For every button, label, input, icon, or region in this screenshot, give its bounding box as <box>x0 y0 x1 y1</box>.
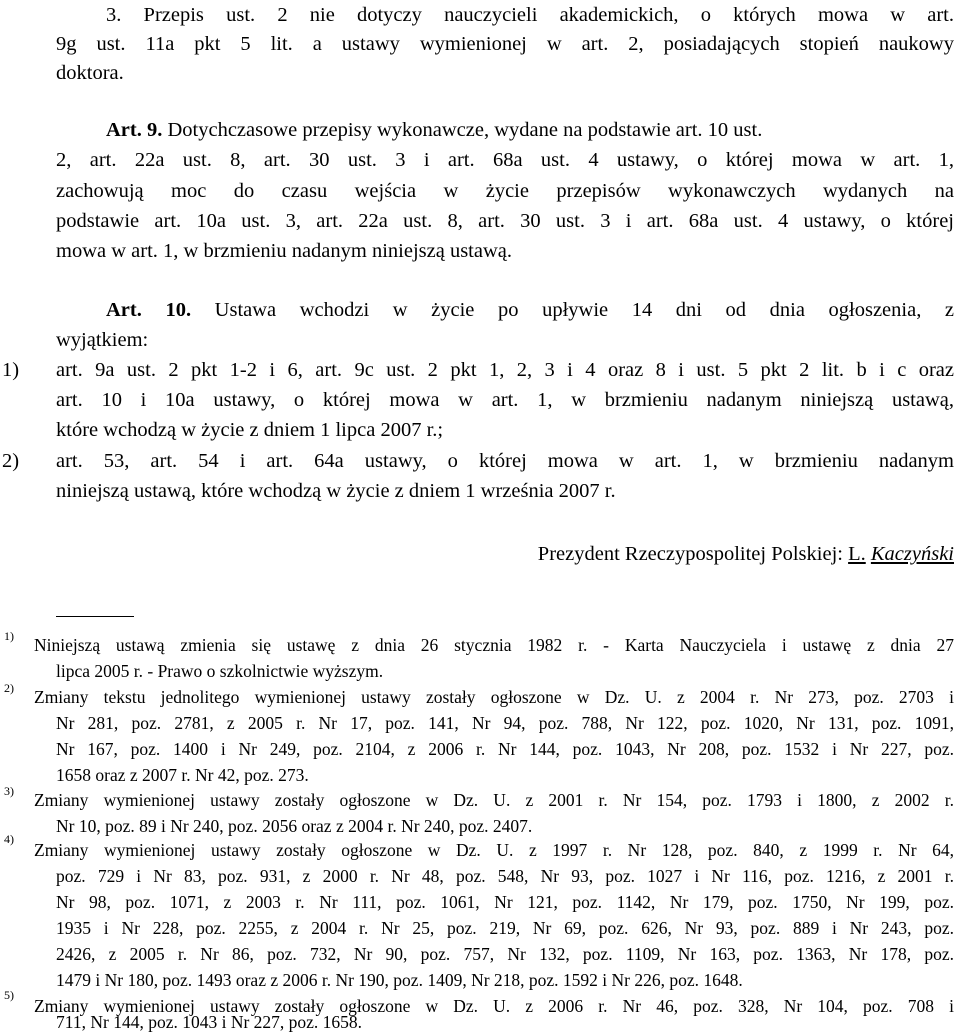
footnote-2-line-3: Nr 167, poz. 1400 i Nr 249, poz. 2104, z 2006 r. Nr 144, poz. 1043, Nr 208, poz. 1532 i Nr 227, poz. <box>56 739 954 759</box>
para3-line-3: doktora. <box>56 62 124 84</box>
footnote-5-line-2: 711, Nr 144, poz. 1043 i Nr 227, poz. 1658. <box>56 1012 363 1032</box>
art10-line-1-text: Ustawa wchodzi w życie po upływie 14 dni od dnia ogłoszenia, z <box>191 299 955 321</box>
footnote-4-line-6: 1479 i Nr 180, poz. 1493 oraz z 2006 r. Nr 190, poz. 1409, Nr 218, poz. 1592 i Nr 226, poz. 1648. <box>56 970 743 990</box>
signature-initial: L. <box>848 543 866 565</box>
footnote-3-line-2: Nr 10, poz. 89 i Nr 240, poz. 2056 oraz z 2004 r. Nr 240, poz. 2407. <box>56 816 533 836</box>
footnote-1-line-2: lipca 2005 r. - Prawo o szkolnictwie wyższym. <box>56 661 384 681</box>
art10-item-2-line-1: art. 53, art. 54 i art. 64a ustawy, o której mowa w art. 1, w brzmieniu nadanym <box>56 450 954 472</box>
art10-label: Art. 10. <box>106 299 192 321</box>
art9-line-3: zachowują moc do czasu wejścia w życie przepisów wykonawczych wydanych na <box>56 180 954 202</box>
art9-line-4: podstawie art. 10a ust. 3, art. 22a ust. 8, art. 30 ust. 3 i art. 68a ust. 4 ustawy, o której <box>56 210 954 232</box>
signature-surname: Kaczyński <box>870 543 954 565</box>
footnote-4-line-2: poz. 729 i Nr 83, poz. 931, z 2000 r. Nr 48, poz. 548, Nr 93, poz. 1027 i Nr 116, poz. 1216, z 2001 r. <box>56 866 954 886</box>
footnote-4-line-3: Nr 98, poz. 1071, z 2003 r. Nr 111, poz. 1061, Nr 121, poz. 1142, Nr 179, poz. 1750, Nr 199, poz. <box>56 892 954 912</box>
footnote-4-line-5: 2426, z 2005 r. Nr 86, poz. 732, Nr 90, poz. 757, Nr 132, poz. 1109, Nr 163, poz. 1363, Nr 178, poz. <box>56 944 954 964</box>
footnote-3-mark: 3) <box>4 784 14 798</box>
art10-line-1 <box>106 295 954 325</box>
footnote-separator <box>56 616 134 617</box>
signature <box>538 539 954 569</box>
art9-line-2: 2, art. 22a ust. 8, art. 30 ust. 3 i art. 68a ust. 4 ustawy, o której mowa w art. 1, <box>56 149 954 171</box>
art10-item-2-number: 2) <box>2 450 20 472</box>
footnote-2-line-1: Zmiany tekstu jednolitego wymienionej ustawy zostały ogłoszone w Dz. U. z 2004 r. Nr 273, poz. 2703 i <box>34 687 954 707</box>
footnote-2-mark: 2) <box>4 681 14 695</box>
footnote-2-line-4: 1658 oraz z 2007 r. Nr 42, poz. 273. <box>56 765 309 785</box>
para3-line-2: 9g ust. 11a pkt 5 lit. a ustawy wymienionej w art. 2, posiadających stopień naukowy <box>56 33 954 55</box>
art10-item-1-line-2: art. 10 i 10a ustawy, o której mowa w art. 1, w brzmieniu nadanym niniejszą ustawą, <box>56 389 954 411</box>
art10-item-1-line-1: art. 9a ust. 2 pkt 1-2 i 6, art. 9c ust. 2 pkt 1, 2, 3 i 4 oraz 8 i ust. 5 pkt 2 lit. b i c oraz <box>56 359 954 381</box>
signature-prefix: Prezydent Rzeczypospolitej Polskiej: <box>537 543 849 565</box>
footnote-2-line-2: Nr 281, poz. 2781, z 2005 r. Nr 17, poz. 141, Nr 94, poz. 788, Nr 122, poz. 1020, Nr 131, poz. 1091, <box>56 713 954 733</box>
para3-line-1: 3. Przepis ust. 2 nie dotyczy nauczycieli akademickich, o których mowa w art. <box>106 4 954 26</box>
footnote-5-mark: 5) <box>4 988 14 1002</box>
footnote-5-line-1: Zmiany wymienionej ustawy zostały ogłoszone w Dz. U. z 2006 r. Nr 46, poz. 328, Nr 104, poz. 708 i <box>34 996 954 1016</box>
art9-line-1-text: Dotychczasowe przepisy wykonawcze, wydane na podstawie art. 10 ust. <box>162 119 763 141</box>
footnote-3-line-1: Zmiany wymienionej ustawy zostały ogłoszone w Dz. U. z 2001 r. Nr 154, poz. 1793 i 1800, z 2002 r. <box>34 790 954 810</box>
footnote-4-mark: 4) <box>4 832 14 846</box>
footnote-1-line-1: Niniejszą ustawą zmienia się ustawę z dnia 26 stycznia 1982 r. - Karta Nauczyciela i ustawę z dnia 27 <box>34 635 954 655</box>
footnote-4-line-1: Zmiany wymienionej ustawy zostały ogłoszone w Dz. U. z 1997 r. Nr 128, poz. 840, z 1999 r. Nr 64, <box>34 840 954 860</box>
art10-line-2: wyjątkiem: <box>56 329 149 351</box>
art10-item-1-line-3: które wchodzą w życie z dniem 1 lipca 2007 r.; <box>56 419 444 441</box>
art10-item-2-line-2: niniejszą ustawą, które wchodzą w życie z dniem 1 września 2007 r. <box>56 480 616 502</box>
art9-line-1 <box>106 115 762 145</box>
footnote-4-line-4: 1935 i Nr 228, poz. 2255, z 2004 r. Nr 25, poz. 219, Nr 69, poz. 626, Nr 93, poz. 889 i Nr 243, poz. <box>56 918 954 938</box>
art9-label: Art. 9. <box>106 119 163 141</box>
footnote-1-mark: 1) <box>4 629 14 643</box>
art10-item-1-number: 1) <box>2 359 20 381</box>
art9-line-5: mowa w art. 1, w brzmieniu nadanym niniejszą ustawą. <box>56 240 512 262</box>
